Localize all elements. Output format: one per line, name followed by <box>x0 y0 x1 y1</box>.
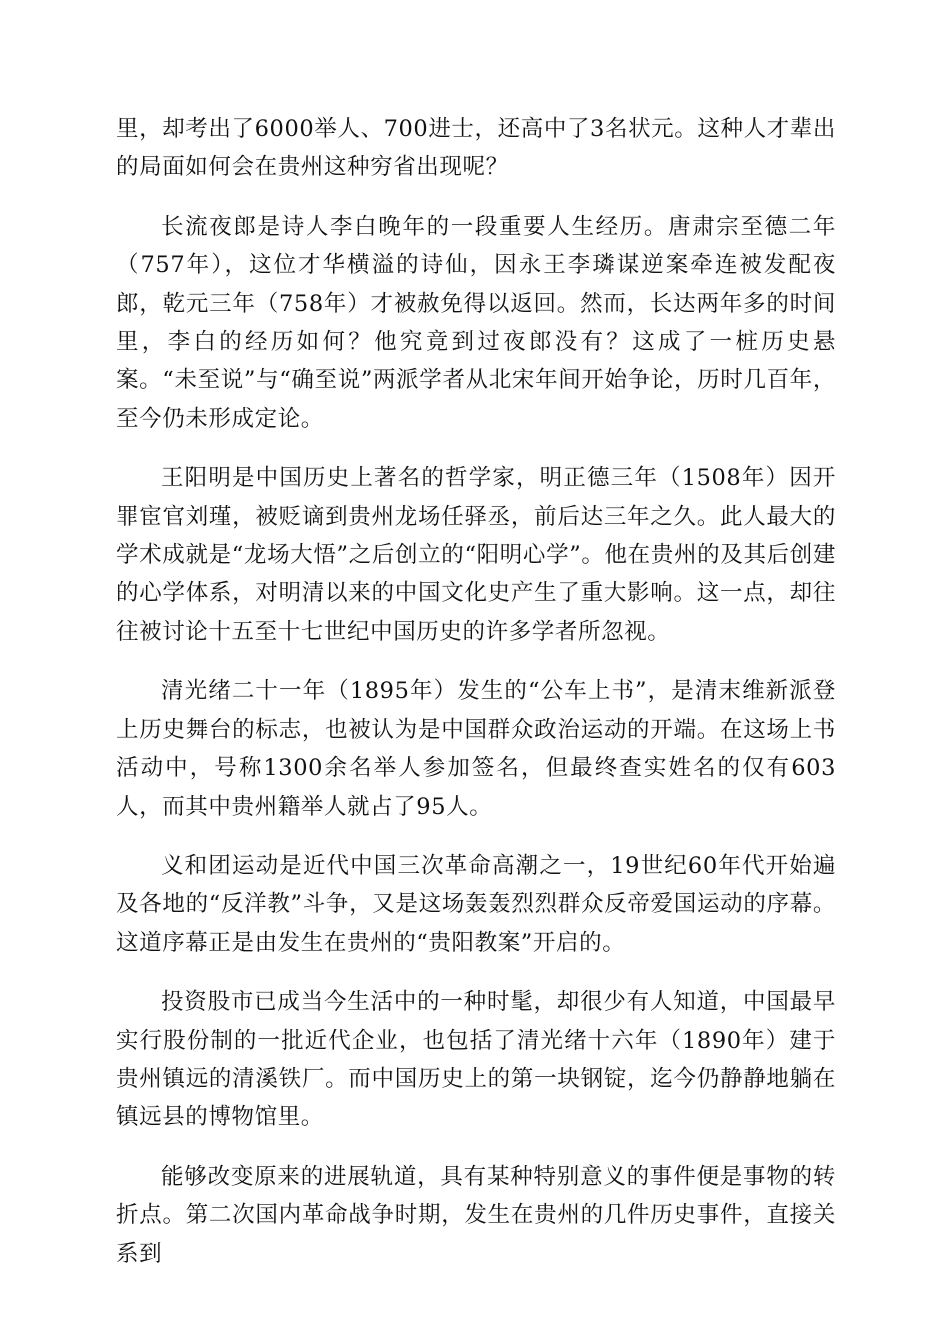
document-page <box>116 110 836 1294</box>
paragraph-qingxi-ironworks: 投资股市已成当今生活中的一种时髦，却很少有人知道，中国最早实行股份制的一批近代企业，也包括了清光绪十六年（1890年）建于贵州镇远的清溪铁厂。而中国历史上的第一块钢锭，迄今仍静静地躺在镇远县的博物馆里。 <box>116 989 836 1131</box>
paragraph-boxer-movement: 义和团运动是近代中国三次革命高潮之一，19世纪60年代开始遍及各地的“反洋教”斗争，又是这场轰轰烈烈群众反帝爱国运动的序幕。这道序幕正是由发生在贵州的“贵阳教案”开启的。 <box>116 852 836 956</box>
paragraph-turning-point: 能够改变原来的进展轨道，具有某种特别意义的事件便是事物的转折点。第二次国内革命战争时期，发生在贵州的几件历史事件，直接关系到 <box>116 1163 836 1267</box>
paragraph-continuation: 里，却考出了6000举人、700进士，还高中了3名状元。这种人才辈出的局面如何会在贵州这种穷省出现呢？ <box>116 116 836 181</box>
paragraph-li-bai: 长流夜郎是诗人李白晚年的一段重要人生经历。唐肃宗至德二年（757年），这位才华横溢的诗仙，因永王李璘谋逆案牵连被发配夜郎，乾元三年（758年）才被赦免得以返回。然而，长达两年多的时间里，李白的经历如何？他究竟到过夜郎没有？这成了一桩历史悬案。“未至说”与“确至说”两派学者从北宋年间开始争论，历时几百年，至今仍未形成定论。 <box>116 213 836 432</box>
paragraph-wang-yangming: 王阳明是中国历史上著名的哲学家，明正德三年（1508年）因开罪宦官刘瑾，被贬谪到贵州龙场任驿丞，前后达三年之久。此人最大的学术成就是“龙场大悟”之后创立的“阳明心学”。他在贵州的及其后创建的心学体系，对明清以来的中国文化史产生了重大影响。这一点，却往往被讨论十五至十七世纪中国历史的许多学者所忽视。 <box>116 465 836 645</box>
paragraph-gongche-shangshu: 清光绪二十一年（1895年）发生的“公车上书”，是清末维新派登上历史舞台的标志，也被认为是中国群众政治运动的开端。在这场上书活动中，号称1300余名举人参加签名，但最终查实姓名的仅有603人，而其中贵州籍举人就占了95人。 <box>116 678 836 820</box>
